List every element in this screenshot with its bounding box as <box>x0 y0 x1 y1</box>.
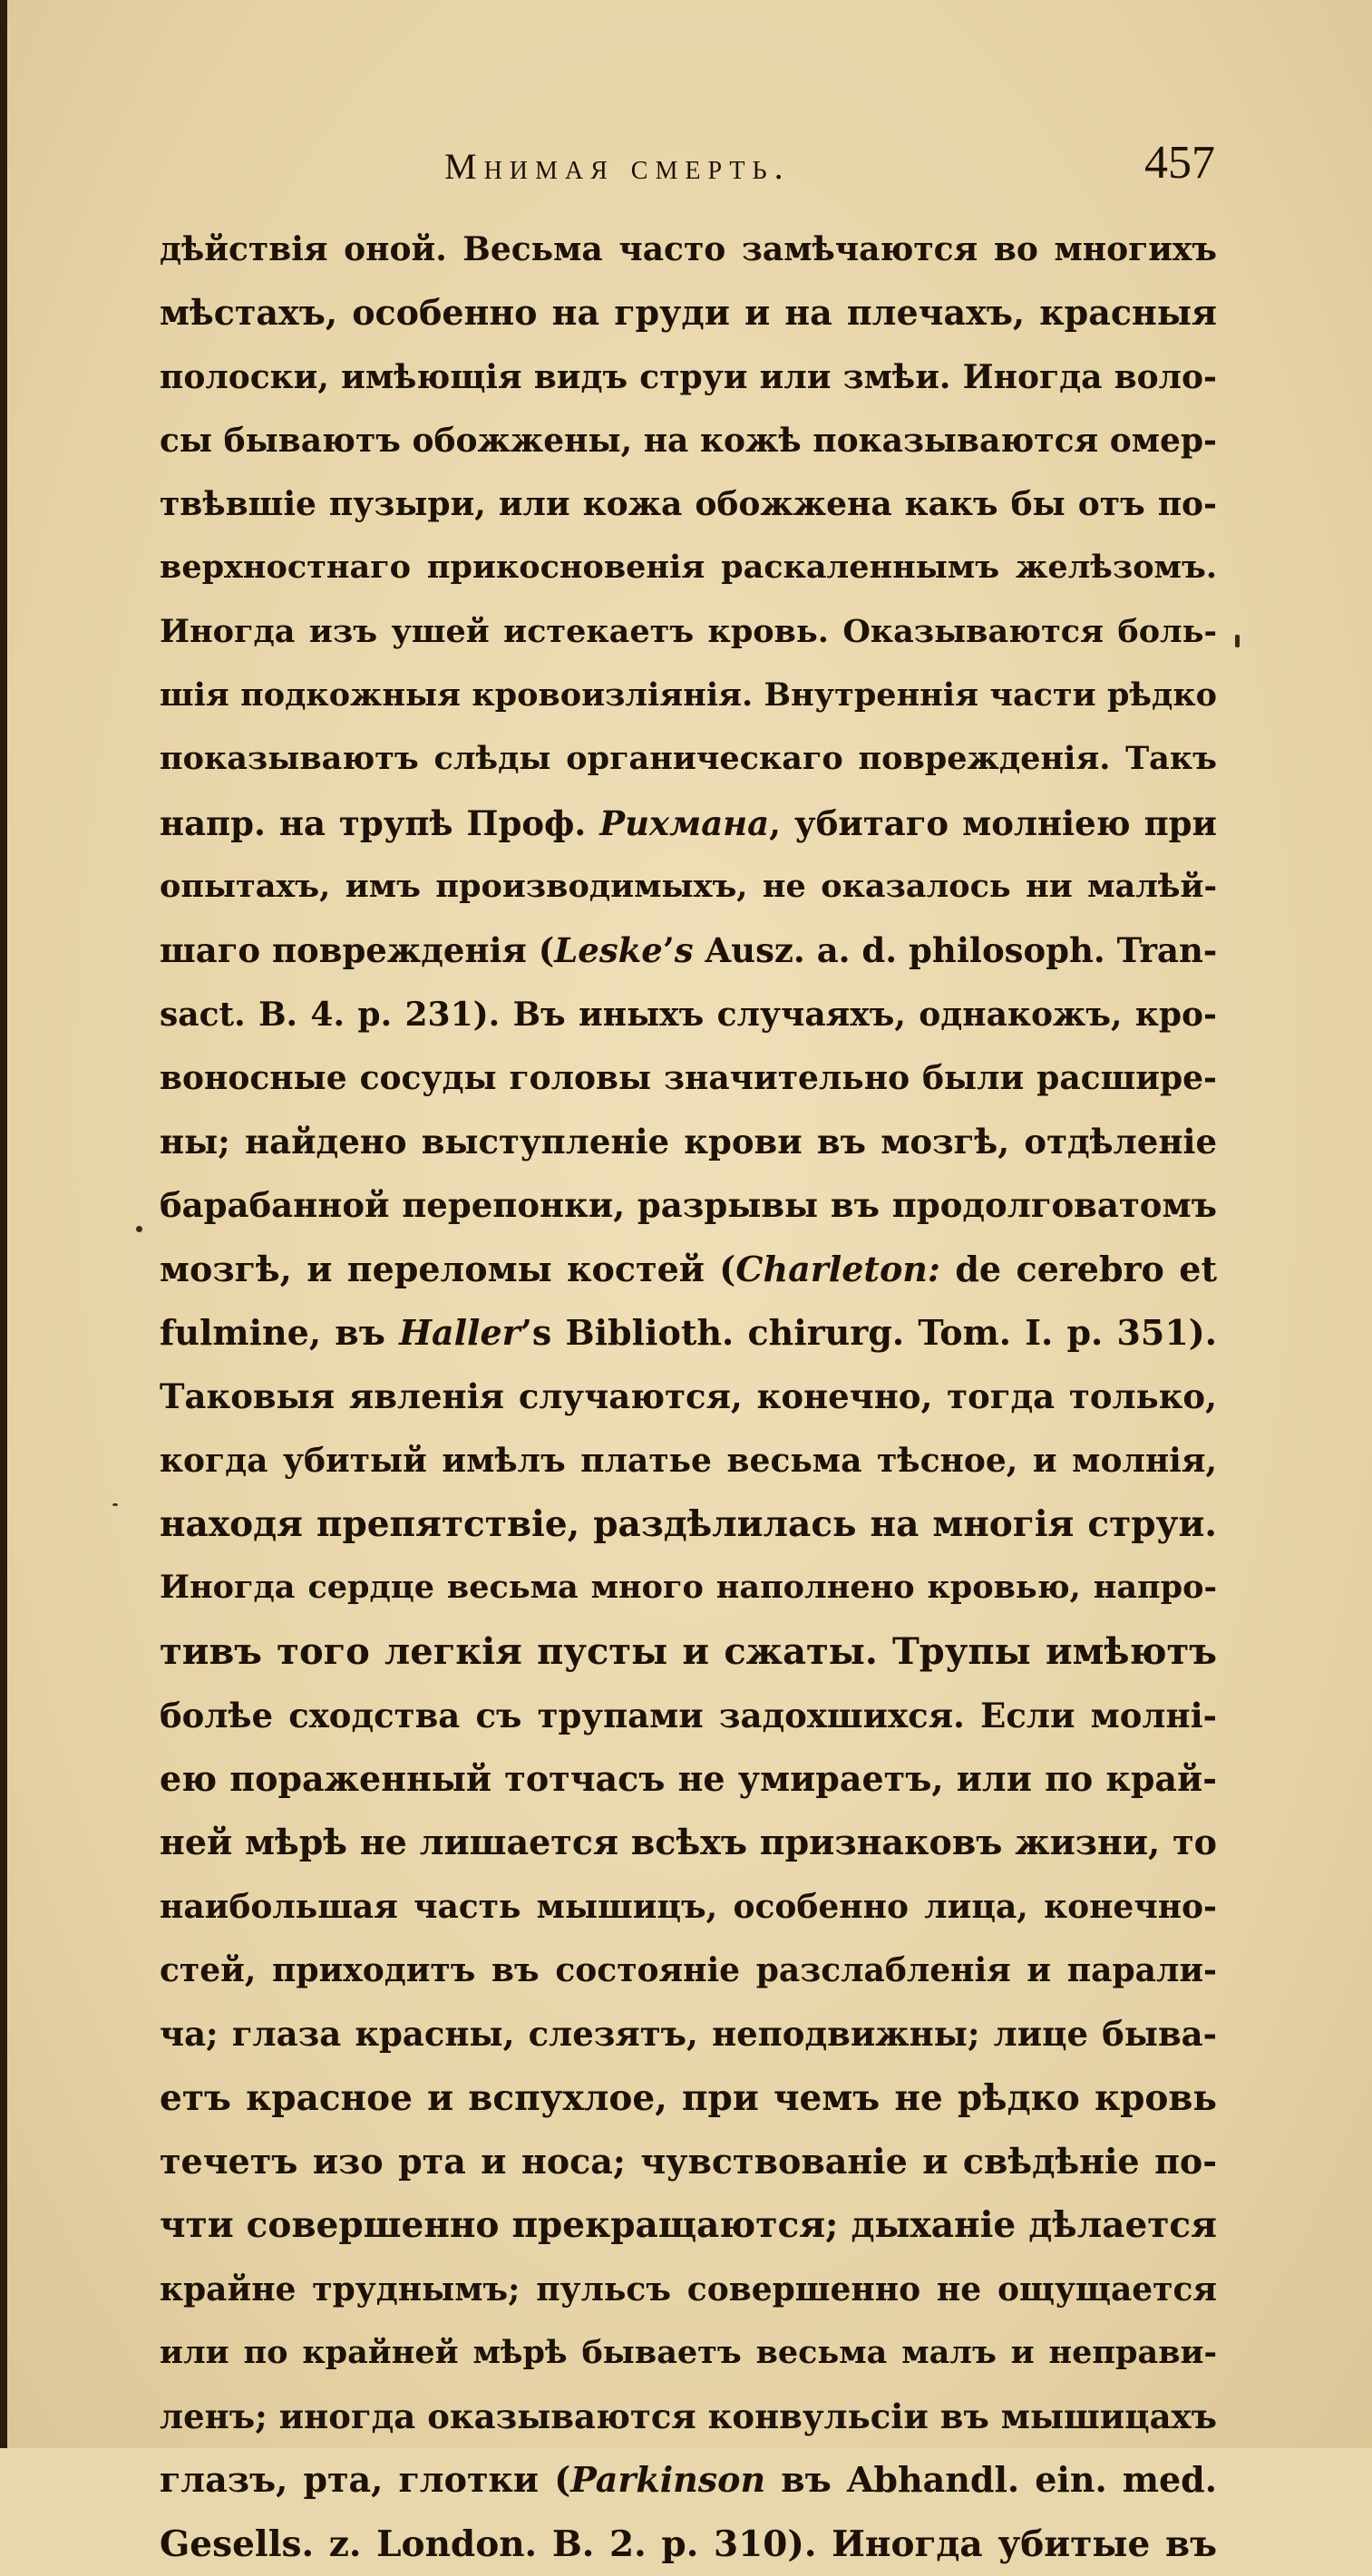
text-segment: наибольшая часть мышицъ, особенно лица, конечно- <box>160 1887 1217 1926</box>
text-segment: ней мѣрѣ не лишается всѣхъ признаковъ жизни, то <box>160 1822 1217 1863</box>
text-line <box>160 1747 1217 1811</box>
text-line <box>160 2258 1217 2321</box>
text-segment: напр. на трупѣ Проф. <box>160 802 600 843</box>
text-line <box>160 855 1217 919</box>
text-line <box>160 1365 1217 1428</box>
text-line <box>160 1429 1217 1492</box>
text-segment: sact. B. 4. p. 231). Въ иныхъ случаяхъ, однакожъ, кро- <box>160 995 1217 1034</box>
text-segment: течетъ изо рта и носа; чувствованіе и свѣдѣніе по- <box>160 2140 1217 2182</box>
text-segment: ею пораженный тотчасъ не умираетъ, или по край- <box>160 1758 1217 1800</box>
text-segment: Gesells. z. London. B. 2. p. 310). Иногда убитые въ <box>160 2523 1217 2565</box>
text-line <box>160 536 1217 599</box>
text-line <box>160 1620 1217 1684</box>
text-segment: ча; глаза красны, слезятъ, неподвижны; лице быва- <box>160 2014 1217 2055</box>
text-segment: глазъ, рта, глотки ( <box>160 2459 571 2501</box>
text-line <box>160 727 1217 791</box>
text-segment: барабанной перепонки, разрывы въ продолговатомъ <box>160 1185 1217 1226</box>
text-line <box>160 2448 1217 2512</box>
italic-text: s <box>674 930 694 971</box>
text-segment: ленъ; иногда оказываются конвульсіи въ мышицахъ <box>160 2396 1217 2437</box>
text-segment: мѣстахъ, особенно на груди и на плечахъ, красныя <box>160 292 1217 334</box>
italic-text: Parkinson <box>570 2459 766 2501</box>
text-segment: тивъ того легкія пусты и сжаты. Трупы имѣютъ <box>160 1629 1217 1673</box>
italic-text: Leske <box>554 930 663 971</box>
text-line <box>160 2513 1217 2576</box>
text-line <box>160 1301 1217 1365</box>
text-segment: показываютъ слѣды органическаго поврежденія. Такъ <box>160 740 1217 778</box>
text-line <box>160 1046 1217 1110</box>
text-segment: находя препятствіе, раздѣлилась на многія струи. <box>160 1502 1217 1545</box>
text-segment: воносные сосуды головы значительно были расшире- <box>160 1058 1217 1097</box>
text-line <box>160 2385 1217 2448</box>
text-segment: мозгѣ, и переломы костей ( <box>160 1248 736 1289</box>
page-number: 457 <box>1144 137 1215 189</box>
text-segment: болѣе сходства съ трупами задохшихся. Если молні- <box>160 1695 1217 1735</box>
text-line <box>160 1939 1217 2002</box>
text-line <box>160 1811 1217 1874</box>
text-segment: , убитаго молніею при <box>769 802 1217 843</box>
text-line <box>160 919 1217 982</box>
text-segment: de cerebro et <box>939 1248 1217 1289</box>
text-segment: Иногда изъ ушей истекаетъ кровь. Оказываются боль- <box>160 612 1217 650</box>
text-segment: Иногда сердце весьма много наполнено кровью, напро- <box>160 1569 1217 1607</box>
text-segment: Ausz. a. d. philosoph. Tran- <box>693 930 1217 971</box>
text-line <box>160 281 1217 345</box>
text-line <box>160 792 1217 855</box>
print-speck <box>112 1503 118 1506</box>
text-segment: стей, приходитъ въ состояніе разслабленія и парали- <box>160 1951 1217 1990</box>
text-segment: твѣвшіе пузыри, или кожа обожжена какъ бы отъ по- <box>160 485 1217 524</box>
body-text <box>160 218 1217 2576</box>
text-line <box>160 1238 1217 1301</box>
text-segment: шія подкожныя кровоизліянія. Внутреннія части рѣдко <box>160 676 1217 714</box>
text-line <box>160 1173 1217 1237</box>
text-line <box>160 2002 1217 2066</box>
text-line <box>160 1875 1217 1939</box>
text-line <box>160 1684 1217 1747</box>
page-binding-edge <box>0 0 7 2448</box>
text-segment: етъ красное и вспухлое, при чемъ не рѣдко кровь <box>160 2076 1217 2119</box>
text-segment: когда убитый имѣлъ платье весьма тѣсное, и молнія, <box>160 1441 1217 1480</box>
text-segment: дѣйствія оной. Весьма часто замѣчаются во многихъ <box>160 230 1217 268</box>
text-segment: полоски, имѣющія видъ струи или змѣи. Иногда воло- <box>160 357 1217 396</box>
text-line <box>160 409 1217 472</box>
text-line <box>160 218 1217 281</box>
italic-text: Рихмана <box>599 802 770 843</box>
text-segment: ’ <box>662 930 675 971</box>
running-title: Мнимая смерть. <box>444 146 791 187</box>
text-line <box>160 1110 1217 1173</box>
text-line <box>160 983 1217 1046</box>
text-line <box>160 2130 1217 2193</box>
text-segment: чти совершенно прекращаются; дыханіе дѣлается <box>160 2204 1217 2247</box>
text-segment: въ Abhandl. ein. med. <box>765 2459 1217 2501</box>
italic-text: Charleton: <box>735 1248 940 1289</box>
text-line <box>160 472 1217 536</box>
text-segment: верхностнаго прикосновенія раскаленнымъ желѣзомъ. <box>160 549 1217 587</box>
text-segment: fulmine, въ <box>160 1312 400 1354</box>
text-segment: сы бываютъ обожжены, на кожѣ показываются омер- <box>160 421 1217 460</box>
text-segment: крайне труднымъ; пульсъ совершенно не ощущается <box>160 2270 1217 2309</box>
print-speck <box>1235 635 1240 647</box>
text-segment: или по крайней мѣрѣ бываетъ весьма малъ и неправи- <box>160 2333 1217 2371</box>
italic-text: Haller <box>399 1312 521 1354</box>
text-segment: ’s Biblioth. chirurg. Tom. I. p. 351). <box>520 1312 1217 1354</box>
text-segment: опытахъ, имъ производимыхъ, не оказалось ни малѣй- <box>160 867 1217 905</box>
text-line <box>160 345 1217 409</box>
text-line <box>160 1492 1217 1556</box>
text-line <box>160 600 1217 664</box>
text-line <box>160 2321 1217 2385</box>
print-speck <box>136 1226 142 1232</box>
text-line <box>160 2066 1217 2130</box>
text-line <box>160 2193 1217 2257</box>
text-line <box>160 1556 1217 1619</box>
text-segment: шаго поврежденія ( <box>160 930 555 971</box>
text-segment: Таковыя явленія случаются, конечно, тогда только, <box>160 1376 1217 1417</box>
text-segment: ны; найдено выступленіе крови въ мозгѣ, отдѣленіе <box>160 1122 1217 1162</box>
text-line <box>160 664 1217 727</box>
